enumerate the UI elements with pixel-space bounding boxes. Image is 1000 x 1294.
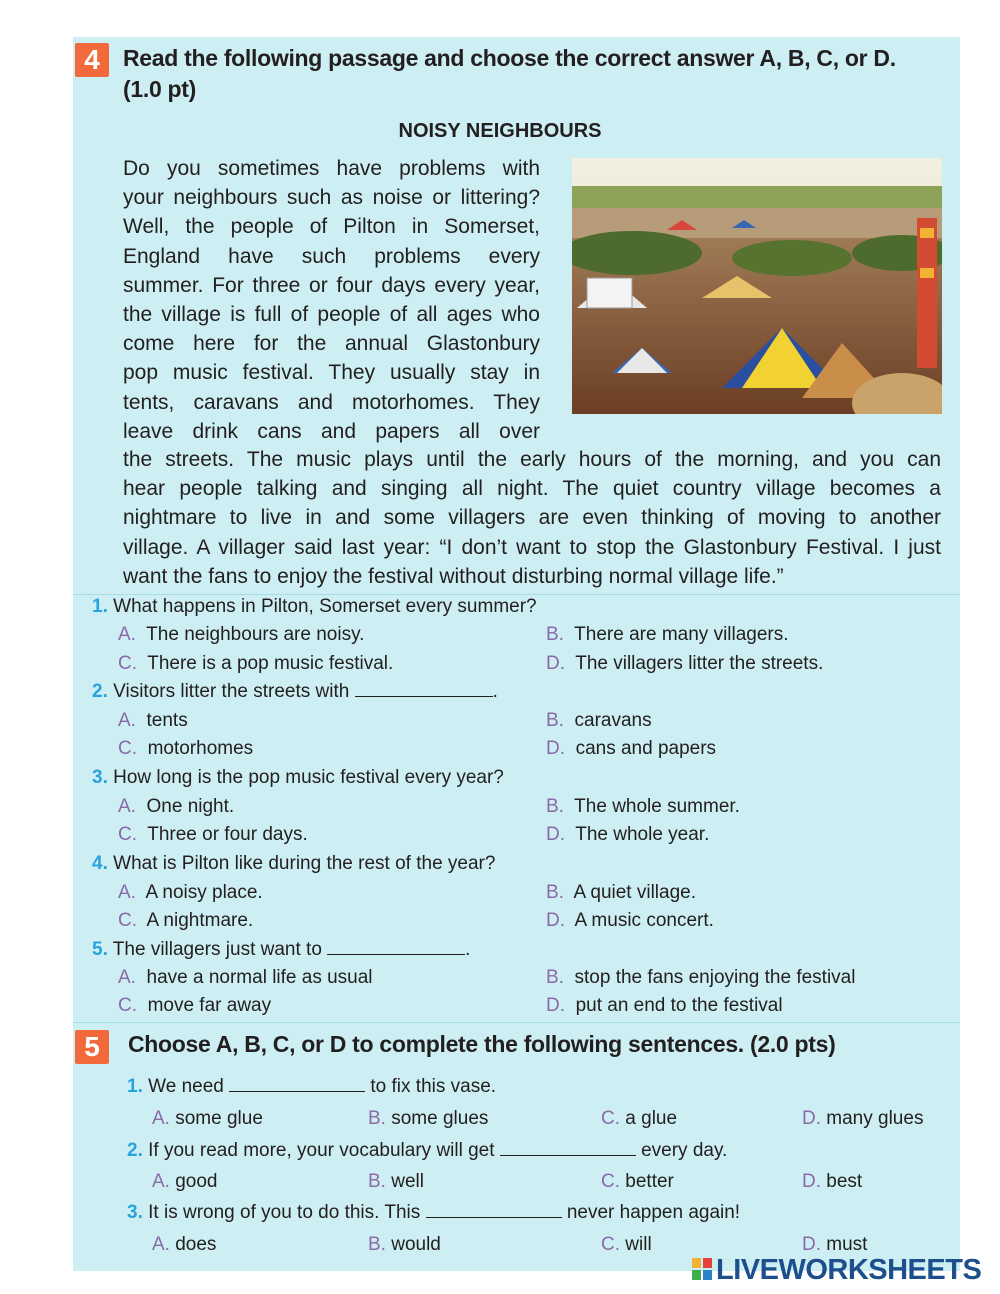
passage-line: come here for the annual Glastonbury xyxy=(123,332,540,356)
festival-photo xyxy=(572,158,942,414)
option-text: A nightmare. xyxy=(146,910,254,931)
passage-line: leave drink cans and papers all over xyxy=(123,419,540,443)
option-a[interactable] xyxy=(118,967,373,989)
option-letter: A. xyxy=(118,882,136,903)
option-d[interactable] xyxy=(546,653,823,675)
option-d[interactable] xyxy=(802,1171,862,1193)
option-letter: B. xyxy=(368,1234,386,1255)
question-number: 2. xyxy=(127,1140,143,1161)
option-letter: C. xyxy=(601,1171,620,1192)
option-text: have a normal life as usual xyxy=(146,967,373,988)
question-text: Visitors litter the streets with xyxy=(113,681,350,702)
option-letter: B. xyxy=(546,882,564,903)
option-letter: B. xyxy=(546,710,564,731)
option-text: many glues xyxy=(826,1108,924,1129)
passage-line: Well, the people of Pilton in Somerset, xyxy=(123,215,540,239)
passage-line: your neighbours such as noise or littering? xyxy=(123,186,540,210)
option-text: better xyxy=(625,1171,674,1192)
option-d[interactable] xyxy=(546,910,714,932)
option-text: move far away xyxy=(147,995,272,1016)
answer-blank[interactable] xyxy=(500,1141,636,1156)
option-text: some glues xyxy=(391,1108,489,1129)
answer-blank[interactable] xyxy=(327,940,465,955)
option-letter: D. xyxy=(546,738,565,759)
option-text: some glue xyxy=(175,1108,263,1129)
question-number: 3. xyxy=(127,1202,143,1223)
question-number: 3. xyxy=(92,767,108,788)
answer-blank[interactable] xyxy=(426,1203,562,1218)
question-text: What happens in Pilton, Somerset every summer? xyxy=(113,596,537,617)
option-text: must xyxy=(826,1234,868,1255)
option-text: There is a pop music festival. xyxy=(147,653,394,674)
passage-line: nightmare to live in and some villagers are even thinking of moving to another xyxy=(123,506,941,530)
option-letter: A. xyxy=(152,1108,170,1129)
answer-blank[interactable] xyxy=(355,682,493,697)
option-letter: D. xyxy=(546,910,565,931)
option-text: One night. xyxy=(146,796,235,817)
option-letter: D. xyxy=(802,1171,821,1192)
section-4-heading xyxy=(123,43,896,105)
question-text: What is Pilton like during the rest of the year? xyxy=(113,853,496,874)
passage-line: Do you sometimes have problems with xyxy=(123,157,540,180)
question-number: 5. xyxy=(92,939,108,960)
option-text: tents xyxy=(146,710,188,731)
section-4-badge: 4 xyxy=(75,43,109,77)
option-letter: D. xyxy=(546,995,565,1016)
option-text: would xyxy=(391,1234,441,1255)
option-a[interactable] xyxy=(118,624,364,646)
question-number: 1. xyxy=(92,596,108,617)
section-divider xyxy=(73,594,960,595)
option-text: The villagers litter the streets. xyxy=(575,653,824,674)
passage-line: the village is full of people of all ages who xyxy=(123,303,540,327)
liveworksheets-logo-icon xyxy=(692,1258,712,1280)
question-number: 1. xyxy=(127,1076,143,1097)
option-text: does xyxy=(175,1234,217,1255)
option-text: good xyxy=(175,1171,218,1192)
option-b[interactable] xyxy=(546,796,740,818)
option-text: There are many villagers. xyxy=(574,624,789,645)
option-letter: B. xyxy=(546,796,564,817)
option-letter: C. xyxy=(118,910,137,931)
option-letter: B. xyxy=(368,1171,386,1192)
section-4-heading-line2: (1.0 pt) xyxy=(123,76,196,102)
question-tail: . xyxy=(465,939,471,960)
passage-line: the streets. The music plays until the early hours of the morning, and you can xyxy=(123,448,941,471)
option-letter: C. xyxy=(601,1234,620,1255)
option-c[interactable] xyxy=(601,1108,677,1130)
option-letter: D. xyxy=(546,653,565,674)
option-a[interactable] xyxy=(118,796,234,818)
option-letter: D. xyxy=(802,1108,821,1129)
question-text: How long is the pop music festival every year? xyxy=(113,767,504,788)
option-c[interactable] xyxy=(118,653,393,675)
option-b[interactable] xyxy=(546,882,696,904)
question-text-after: never happen again! xyxy=(566,1202,741,1223)
option-d[interactable] xyxy=(546,995,783,1017)
passage-line: pop music festival. They usually stay in xyxy=(123,361,540,385)
section-5-badge: 5 xyxy=(75,1030,109,1064)
question-4-1 xyxy=(92,596,537,618)
option-letter: B. xyxy=(546,967,564,988)
question-5-3 xyxy=(127,1202,740,1224)
option-text: A quiet village. xyxy=(573,882,696,903)
option-text: will xyxy=(625,1234,652,1255)
option-letter: A. xyxy=(118,624,136,645)
question-5-1 xyxy=(127,1076,496,1098)
option-c[interactable] xyxy=(118,738,253,760)
option-text: caravans xyxy=(574,710,652,731)
option-text: A noisy place. xyxy=(145,882,263,903)
option-c[interactable] xyxy=(601,1171,674,1193)
option-text: Three or four days. xyxy=(147,824,308,845)
question-5-2 xyxy=(127,1140,727,1162)
section-divider xyxy=(73,1022,960,1023)
option-text: The whole year. xyxy=(575,824,710,845)
option-text: stop the fans enjoying the festival xyxy=(574,967,856,988)
answer-blank[interactable] xyxy=(229,1077,365,1092)
option-letter: B. xyxy=(546,624,564,645)
question-text-before: We need xyxy=(148,1076,224,1097)
option-b[interactable] xyxy=(546,967,855,989)
option-letter: C. xyxy=(118,995,137,1016)
passage-line: hear people talking and singing all night. The quiet country village becomes a xyxy=(123,477,941,501)
passage-line: tents, caravans and motorhomes. They xyxy=(123,390,540,414)
option-a[interactable] xyxy=(152,1234,216,1256)
option-a[interactable] xyxy=(152,1108,263,1130)
option-text: The whole summer. xyxy=(574,796,740,817)
option-letter: D. xyxy=(546,824,565,845)
option-a[interactable] xyxy=(118,710,188,732)
option-letter: C. xyxy=(118,824,137,845)
option-text: put an end to the festival xyxy=(575,995,783,1016)
option-d[interactable] xyxy=(546,824,709,846)
question-4-2 xyxy=(92,681,498,703)
option-text: A music concert. xyxy=(574,910,714,931)
passage-line: village. A villager said last year: “I don’t want to stop the Glastonbury Festival. I just xyxy=(123,535,941,559)
option-letter: C. xyxy=(118,653,137,674)
section-4-heading-line1: Read the following passage and choose the correct answer A, B, C, or D. xyxy=(123,45,896,71)
option-letter: C. xyxy=(601,1108,620,1129)
passage-line: England have such problems every xyxy=(123,244,540,268)
option-letter: A. xyxy=(118,710,136,731)
question-4-3 xyxy=(92,767,504,789)
option-b[interactable] xyxy=(546,624,789,646)
option-letter: C. xyxy=(118,738,137,759)
passage-title: NOISY NEIGHBOURS xyxy=(398,120,602,142)
option-d[interactable] xyxy=(546,738,716,760)
section-5-heading: Choose A, B, C, or D to complete the following sentences. (2.0 pts) xyxy=(128,1031,836,1057)
question-4-5 xyxy=(92,939,470,961)
question-text-before: If you read more, your vocabulary will get xyxy=(148,1140,495,1161)
option-c[interactable] xyxy=(118,995,271,1017)
option-text: a glue xyxy=(625,1108,678,1129)
option-a[interactable] xyxy=(152,1171,218,1193)
question-number: 2. xyxy=(92,681,108,702)
option-letter: A. xyxy=(118,967,136,988)
question-tail: . xyxy=(492,681,498,702)
option-b[interactable] xyxy=(368,1171,424,1193)
option-letter: A. xyxy=(152,1171,170,1192)
option-text: motorhomes xyxy=(147,738,254,759)
option-text: best xyxy=(826,1171,863,1192)
watermark-text: LIVEWORKSHEETS xyxy=(716,1254,982,1286)
option-text: The neighbours are noisy. xyxy=(146,624,365,645)
option-c[interactable] xyxy=(118,824,308,846)
option-b[interactable] xyxy=(368,1108,488,1130)
question-4-4 xyxy=(92,853,495,875)
question-text: The villagers just want to xyxy=(112,939,322,960)
option-text: cans and papers xyxy=(575,738,717,759)
question-number: 4. xyxy=(92,853,108,874)
option-letter: D. xyxy=(802,1234,821,1255)
option-d[interactable] xyxy=(802,1108,923,1130)
option-letter: B. xyxy=(368,1108,386,1129)
option-c[interactable] xyxy=(601,1234,652,1256)
option-text: well xyxy=(391,1171,424,1192)
option-b[interactable] xyxy=(546,710,652,732)
option-letter: A. xyxy=(152,1234,170,1255)
option-d[interactable] xyxy=(802,1234,867,1256)
liveworksheets-watermark xyxy=(692,1254,981,1286)
option-letter: A. xyxy=(118,796,136,817)
passage-line: want the fans to enjoy the festival without disturbing normal village life.” xyxy=(123,564,784,588)
option-c[interactable] xyxy=(118,910,253,932)
passage-full-width xyxy=(123,445,941,591)
option-b[interactable] xyxy=(368,1234,441,1256)
question-text-before: It is wrong of you to do this. This xyxy=(148,1202,421,1223)
question-text-after: every day. xyxy=(641,1140,728,1161)
option-a[interactable] xyxy=(118,882,263,904)
passage-line: summer. For three or four days every year, xyxy=(123,273,540,297)
passage-left-column xyxy=(123,154,540,446)
question-text-after: to fix this vase. xyxy=(370,1076,497,1097)
